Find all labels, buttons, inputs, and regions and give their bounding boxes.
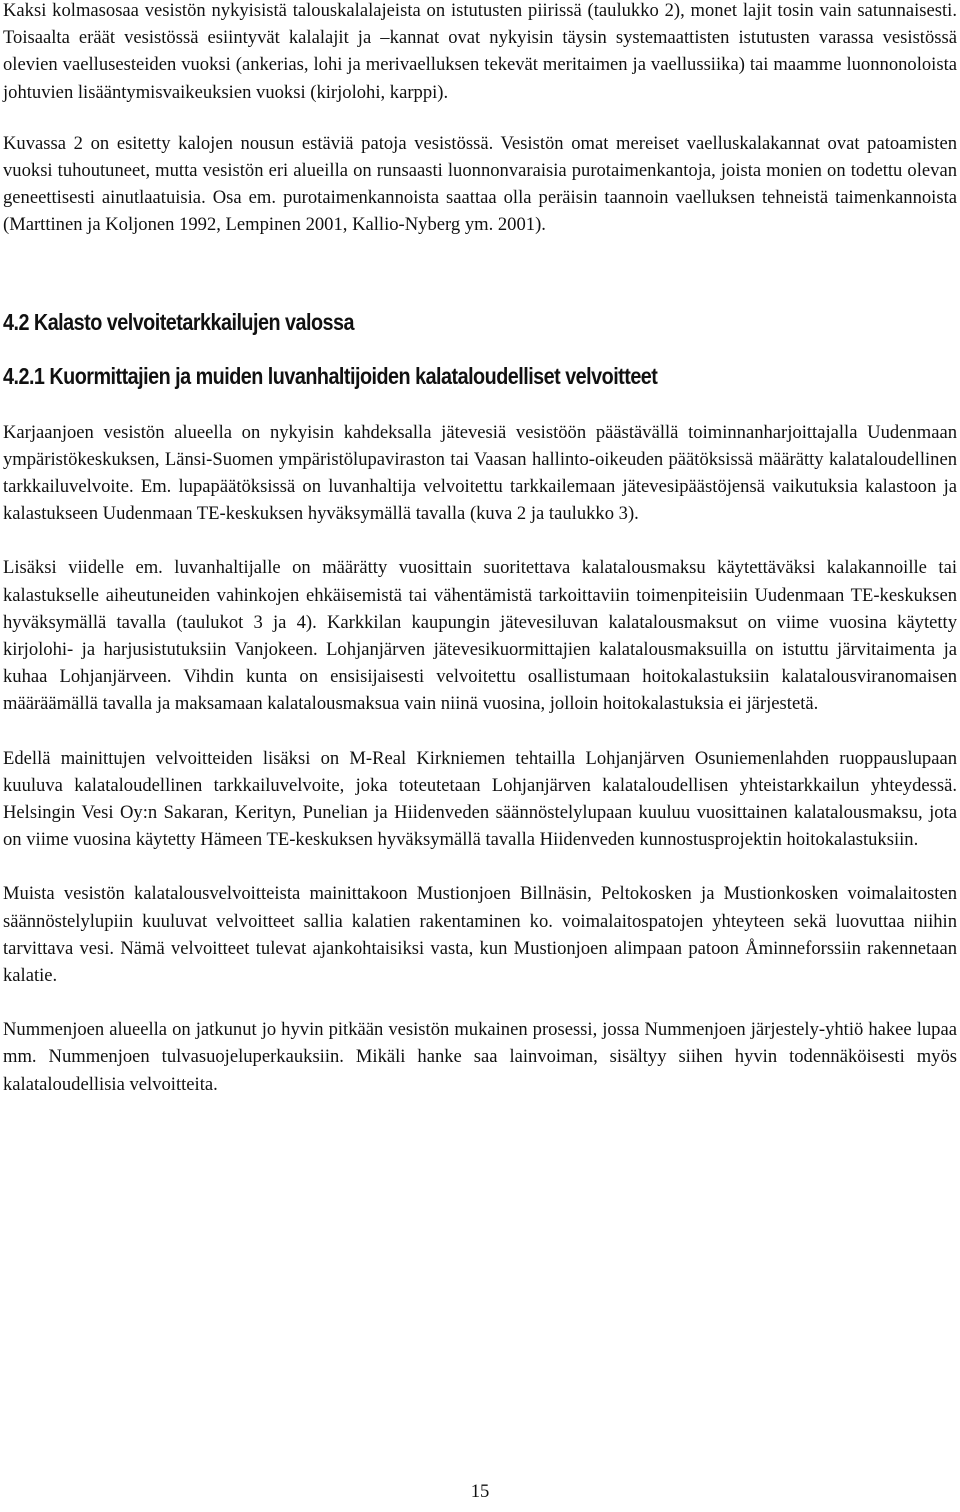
body-paragraph-5: Nummenjoen alueella on jatkunut jo hyvin pitkään vesistön mukainen prosessi, jossa Nummenjoen järjestely-yhtiö hakee lupaa mm. Nummenjoen tulvasuojeluperkauksiin. Mikäli hanke saa lainvoiman, sisältyy siihen hyvin todennäköisesti myös kalataloudellisia velvoitteita. — [3, 1019, 957, 1095]
subsection-heading: 4.2.1 Kuormittajien ja muiden luvanhaltijoiden kalataloudelliset velvoitteet — [3, 362, 658, 389]
body-paragraph-2: Lisäksi viidelle em. luvanhaltijalle on määrätty vuosittain suoritettava kalatalousmaksu käytettäväksi kalakannoille tai kalastukselle aiheutuneiden vahinkojen ehkäisemistä tai vähentämistä tarkoittaviin toimenpiteisiin Uudenmaan TE-keskuksen hyväksymällä tavalla (taulukot 3 ja 4). Karkkilan kaupungin jätevesiluvan kalatalousmaksut on viime vuosina käytetty kirjolohi- ja harjusistutuksiin Vanjokeen. Lohjanjärven jätevesikuormittajien kalatalousmaksuilla on istuttu järvitaimenta ja kuhaa Lohjanjärveen. Vihdin kunta on ensisijaisesti velvoitettu osallistumaan hoitokalastuksiin kalatalousviranomaisen määräämällä tavalla ja maksamaan kalatalousmaksua vain niinä vuosina, jolloin hoitokalastuksia ei järjestetä. — [3, 557, 957, 715]
intro-paragraph-2: Kuvassa 2 on esitetty kalojen nousun estäviä patoja vesistössä. Vesistön omat mereiset vaelluskalakannat ovat patoamisten vuoksi tuhoutuneet, mutta vesistön eri alueilla on runsaasti luonnonvaraisia purotaimenkantoja, joista monien on todettu olevan geneettisesti ainutlaatuisia. Osa em. purotaimenkannoista saattaa olla peräisin taannoin vaelluksen tehneistä taimenkannoista (Marttinen ja Koljonen 1992, Lempinen 2001, Kallio-Nyberg ym. 2001). — [3, 132, 957, 236]
body-paragraph-3: Edellä mainittujen velvoitteiden lisäksi on M-Real Kirkniemen tehtailla Lohjanjärven Osuniemenlahden ruoppauslupaan kuuluva kalataloudellinen tarkkailuvelvoite, joka toteutetaan Lohjanjärven kalataloudellisen yhteistarkkailun yhteydessä. Helsingin Vesi Oy:n Sakaran, Kerityn, Punelian ja Hiidenveden säännöstelylupaan kuuluu vuosittainen kalatalousmaksu, jota on viime vuosina käytetty Hämeen TE-keskuksen hyväksymällä tavalla Hiidenveden kunnostusprojektin hoitokalastuksiin. — [3, 747, 957, 851]
page-number: 15 — [470, 1481, 490, 1502]
body-paragraph-4: Muista vesistön kalatalousvelvoitteista mainittakoon Mustionjoen Billnäsin, Peltokosken ja Mustionkosken voimalaitosten säännöstelylupiin kuuluvat velvoitteet sallia kalatien rakentaminen ko. voimalaitospatojen yhteyteen sekä luovuttaa niihin tarvittava vesi. Nämä velvoitteet tulevat ajankohtaisiksi vasta, kun Mustionjoen alimpaan patoon Åminneforssiin rakennetaan kalatie. — [3, 883, 957, 987]
section-heading: 4.2 Kalasto velvoitetarkkailujen valossa — [3, 308, 354, 335]
intro-paragraph-1: Kaksi kolmasosaa vesistön nykyisistä talouskalalajeista on istutusten piirissä (taulukko 2), monet lajit tosin vain satunnaisesti. Toisaalta eräät vesistössä esiintyvät kalalajit ja –kannat ovat nykyisin täysin systemaattisten istutusten varassa vesistössä olevien vaellusesteiden vuoksi (ankerias, lohi ja merivaelluksen tekevät meritaimen ja vaellussiika) tai maamme luonnonoloista johtuvien lisääntymisvaikeuksien vuoksi (kirjolohi, karppi). — [3, 0, 957, 103]
document-page — [3, 0, 957, 1098]
body-paragraph-1: Karjaanjoen vesistön alueella on nykyisin kahdeksalla jätevesiä vesistöön päästävällä toiminnanharjoittajalla Uudenmaan ympäristökeskuksen, Länsi-Suomen ympäristölupaviraston tai Vaasan hallinto-oikeuden päätöksissä määrätty kalataloudellinen tarkkailuvelvoite. Em. lupapäätöksissä on luvanhaltija velvoitettu tarkkailemaan jätevesipäästöjensä vaikutuksia kalastoon ja kalastukseen Uudenmaan TE-keskuksen hyväksymällä tavalla (kuva 2 ja taulukko 3). — [3, 421, 957, 525]
